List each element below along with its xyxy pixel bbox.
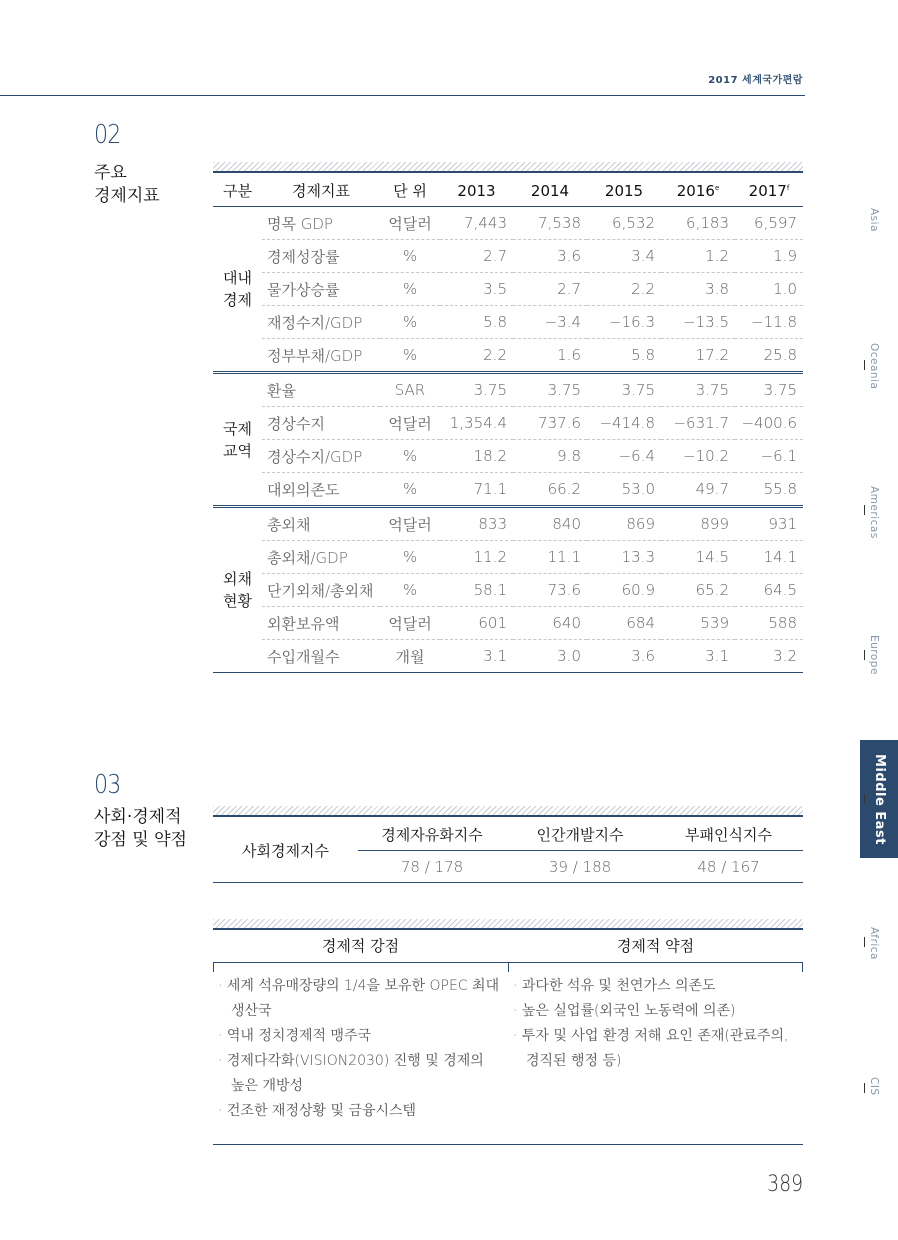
- social-economic-index-table: [213, 818, 803, 883]
- nav-tick: [864, 937, 865, 947]
- nav-tick: [864, 505, 865, 515]
- nav-africa[interactable]: Africa: [868, 927, 880, 960]
- value-cell: 3.8: [661, 273, 735, 306]
- strength-item: · 세계 석유매장량의 1/4을 보유한 OPEC 최대생산국: [218, 978, 500, 1019]
- unit-cell: %: [380, 574, 440, 607]
- unit-cell: %: [380, 273, 440, 306]
- indicator-cell: 재정수지/GDP: [262, 306, 380, 339]
- value-cell: 1.6: [513, 339, 587, 373]
- col-header-2013: 2013: [440, 175, 513, 207]
- section-number-02: 02: [94, 120, 121, 150]
- value-cell: −13.5: [661, 306, 735, 339]
- index-row-header: 사회경제지수: [213, 818, 358, 883]
- value-cell: 6,183: [661, 207, 735, 240]
- value-cell: 2.7: [440, 240, 513, 273]
- group-label: [213, 507, 262, 673]
- nav-tick: [864, 650, 865, 660]
- section-title-line2: 경제지표: [94, 186, 160, 206]
- strengths-list: [218, 974, 500, 1124]
- value-cell: 931: [735, 507, 803, 541]
- estimate-mark: e: [714, 183, 720, 192]
- strength-item: · 경제다각화(VISION2030) 진행 및 경제의 높은 개방성: [218, 1053, 484, 1094]
- value-cell: 25.8: [735, 339, 803, 373]
- value-cell: 3.6: [587, 640, 661, 673]
- indicator-cell: 명목 GDP: [262, 207, 380, 240]
- section-number-03: 03: [94, 770, 121, 800]
- strength-item: · 역내 정치경제적 맹주국: [218, 1028, 372, 1044]
- running-header: 2017 세계국가편람: [708, 75, 803, 86]
- value-cell: 1.0: [735, 273, 803, 306]
- table-row: [213, 640, 803, 673]
- value-cell: 3.5: [440, 273, 513, 306]
- table-header-row: [213, 175, 803, 207]
- section-title-strengths-weaknesses: [94, 806, 187, 852]
- year-2017: 2017: [748, 181, 787, 200]
- value-cell: 588: [735, 607, 803, 640]
- value-cell: 17.2: [661, 339, 735, 373]
- strength-item: · 건조한 재정상황 및 금융시스템: [218, 1103, 417, 1119]
- value-cell: 7,538: [513, 207, 587, 240]
- value-cell: 3.1: [661, 640, 735, 673]
- value-cell: 18.2: [440, 440, 513, 473]
- group-label: [213, 373, 262, 507]
- nav-asia[interactable]: Asia: [868, 208, 880, 233]
- value-cell: 3.6: [513, 240, 587, 273]
- unit-cell: SAR: [380, 373, 440, 407]
- value-cell: 73.6: [513, 574, 587, 607]
- section-title-line1: 사회·경제적: [94, 807, 182, 827]
- header-corruption-perception: 부패인식지수: [654, 818, 803, 851]
- table-row: [213, 607, 803, 640]
- table-row: [213, 507, 803, 541]
- value-cell: 833: [440, 507, 513, 541]
- value-cell: 71.1: [440, 473, 513, 507]
- sw-tick-left: [213, 962, 214, 972]
- unit-cell: 억달러: [380, 207, 440, 240]
- table-row: [213, 574, 803, 607]
- value-cell: 684: [587, 607, 661, 640]
- indicator-cell: 경상수지: [262, 407, 380, 440]
- weakness-item: · 높은 실업률(외국인 노동력에 의존): [513, 1003, 736, 1019]
- value-economic-freedom: 78 / 178: [358, 851, 506, 883]
- unit-cell: %: [380, 440, 440, 473]
- sw-tick-mid: [508, 962, 509, 972]
- value-cell: 5.8: [440, 306, 513, 339]
- sw-tick-right: [802, 962, 803, 972]
- indicator-cell: 외환보유액: [262, 607, 380, 640]
- value-cell: 3.1: [440, 640, 513, 673]
- value-cell: 11.1: [513, 541, 587, 574]
- nav-europe[interactable]: Europe: [868, 635, 880, 675]
- weakness-item: · 투자 및 사업 환경 저해 요인 존재(관료주의, 경직된 행정 등): [513, 1028, 789, 1069]
- value-cell: 53.0: [587, 473, 661, 507]
- nav-tick: [864, 794, 865, 804]
- table-row: [213, 240, 803, 273]
- value-cell: −6.1: [735, 440, 803, 473]
- value-cell: 3.75: [661, 373, 735, 407]
- value-cell: −3.4: [513, 306, 587, 339]
- sw-hatch-bar: [213, 919, 803, 930]
- section-title-line2: 강점 및 약점: [94, 830, 187, 850]
- value-corruption-perception: 48 / 167: [654, 851, 803, 883]
- indicator-cell: 경상수지/GDP: [262, 440, 380, 473]
- value-cell: 5.8: [587, 339, 661, 373]
- value-cell: 601: [440, 607, 513, 640]
- value-cell: 60.9: [587, 574, 661, 607]
- unit-cell: 억달러: [380, 507, 440, 541]
- value-cell: 1.2: [661, 240, 735, 273]
- group-label-line2: 현황: [223, 592, 252, 610]
- sw-bottom-rule: [213, 1144, 803, 1145]
- value-cell: 539: [661, 607, 735, 640]
- value-cell: 3.75: [440, 373, 513, 407]
- col-header-2017: [735, 175, 803, 207]
- table-row: [213, 273, 803, 306]
- table-row: [213, 440, 803, 473]
- weaknesses-list: [513, 974, 805, 1074]
- value-cell: 14.5: [661, 541, 735, 574]
- value-cell: −400.6: [735, 407, 803, 440]
- group-label-line1: 대내: [223, 269, 252, 287]
- value-cell: 1.9: [735, 240, 803, 273]
- table-row: [213, 306, 803, 339]
- unit-cell: %: [380, 306, 440, 339]
- value-cell: −16.3: [587, 306, 661, 339]
- indicator-cell: 단기외채/총외채: [262, 574, 380, 607]
- value-cell: 899: [661, 507, 735, 541]
- nav-oceania[interactable]: Oceania: [868, 343, 880, 390]
- value-human-development: 39 / 188: [506, 851, 654, 883]
- value-cell: 7,443: [440, 207, 513, 240]
- unit-cell: 개월: [380, 640, 440, 673]
- value-cell: 3.75: [587, 373, 661, 407]
- value-cell: 65.2: [661, 574, 735, 607]
- group-label-line2: 교역: [223, 441, 252, 460]
- forecast-mark: f: [786, 183, 790, 192]
- page-number: 389: [767, 1172, 803, 1197]
- indicator-cell: 환율: [262, 373, 380, 407]
- table-hatch-bar: [213, 162, 803, 173]
- value-cell: 13.3: [587, 541, 661, 574]
- indicator-cell: 총외채: [262, 507, 380, 541]
- value-cell: −6.4: [587, 440, 661, 473]
- indicator-cell: 대외의존도: [262, 473, 380, 507]
- value-cell: 14.1: [735, 541, 803, 574]
- value-cell: 737.6: [513, 407, 587, 440]
- section-title-line1: 주요: [94, 163, 127, 183]
- table-row: [213, 473, 803, 507]
- group-label-line2: 경제: [223, 291, 252, 309]
- value-cell: 3.4: [587, 240, 661, 273]
- header-economic-freedom: 경제자유화지수: [358, 818, 506, 851]
- value-cell: 6,532: [587, 207, 661, 240]
- value-cell: 3.0: [513, 640, 587, 673]
- unit-cell: %: [380, 473, 440, 507]
- group-label-line1: 국제: [223, 419, 252, 438]
- group-label-line1: 외채: [223, 570, 252, 588]
- nav-americas[interactable]: Americas: [868, 486, 880, 539]
- value-cell: 55.8: [735, 473, 803, 507]
- unit-cell: %: [380, 541, 440, 574]
- value-cell: 11.2: [440, 541, 513, 574]
- unit-cell: %: [380, 240, 440, 273]
- table-row: [213, 407, 803, 440]
- value-cell: 2.7: [513, 273, 587, 306]
- value-cell: 3.2: [735, 640, 803, 673]
- nav-tick: [864, 360, 865, 370]
- year-2016: 2016: [676, 181, 715, 200]
- value-cell: −11.8: [735, 306, 803, 339]
- indicator-cell: 경제성장률: [262, 240, 380, 273]
- value-cell: 49.7: [661, 473, 735, 507]
- col-header-2014: 2014: [513, 175, 587, 207]
- table-row: [213, 373, 803, 407]
- group-label: [213, 207, 262, 373]
- value-cell: −414.8: [587, 407, 661, 440]
- col-header-indicator: 경제지표: [262, 175, 380, 207]
- indicator-cell: 총외채/GDP: [262, 541, 380, 574]
- value-cell: 869: [587, 507, 661, 541]
- value-cell: 9.8: [513, 440, 587, 473]
- nav-cis[interactable]: CIS: [868, 1077, 880, 1096]
- value-cell: 58.1: [440, 574, 513, 607]
- value-cell: 3.75: [513, 373, 587, 407]
- indicator-cell: 수입개월수: [262, 640, 380, 673]
- value-cell: −631.7: [661, 407, 735, 440]
- value-cell: 640: [513, 607, 587, 640]
- economic-indicators-table: [213, 175, 803, 673]
- section-title-economic-indicators: [94, 162, 160, 208]
- value-cell: 840: [513, 507, 587, 541]
- header-human-development: 인간개발지수: [506, 818, 654, 851]
- value-cell: 64.5: [735, 574, 803, 607]
- col-header-unit: 단 위: [380, 175, 440, 207]
- unit-cell: 억달러: [380, 407, 440, 440]
- nav-tick: [864, 1083, 865, 1093]
- unit-cell: %: [380, 339, 440, 373]
- table-row: [213, 339, 803, 373]
- value-cell: 3.75: [735, 373, 803, 407]
- indicator-cell: 정부부채/GDP: [262, 339, 380, 373]
- value-cell: −10.2: [661, 440, 735, 473]
- unit-cell: 억달러: [380, 607, 440, 640]
- value-cell: 2.2: [440, 339, 513, 373]
- nav-middle-east-active[interactable]: Middle East: [860, 740, 898, 858]
- col-header-2016: [661, 175, 735, 207]
- value-cell: 6,597: [735, 207, 803, 240]
- value-cell: 66.2: [513, 473, 587, 507]
- value-cell: 2.2: [587, 273, 661, 306]
- weakness-item: · 과다한 석유 및 천연가스 의존도: [513, 978, 716, 994]
- table-row: [213, 207, 803, 240]
- col-header-category: 구분: [213, 175, 262, 207]
- indicator-cell: 물가상승률: [262, 273, 380, 306]
- col-header-2015: 2015: [587, 175, 661, 207]
- header-rule: [0, 95, 805, 96]
- value-cell: 1,354.4: [440, 407, 513, 440]
- index-hatch-bar: [213, 806, 803, 817]
- weaknesses-header: 경제적 약점: [616, 937, 695, 955]
- strengths-header: 경제적 강점: [321, 937, 400, 955]
- table-row: [213, 541, 803, 574]
